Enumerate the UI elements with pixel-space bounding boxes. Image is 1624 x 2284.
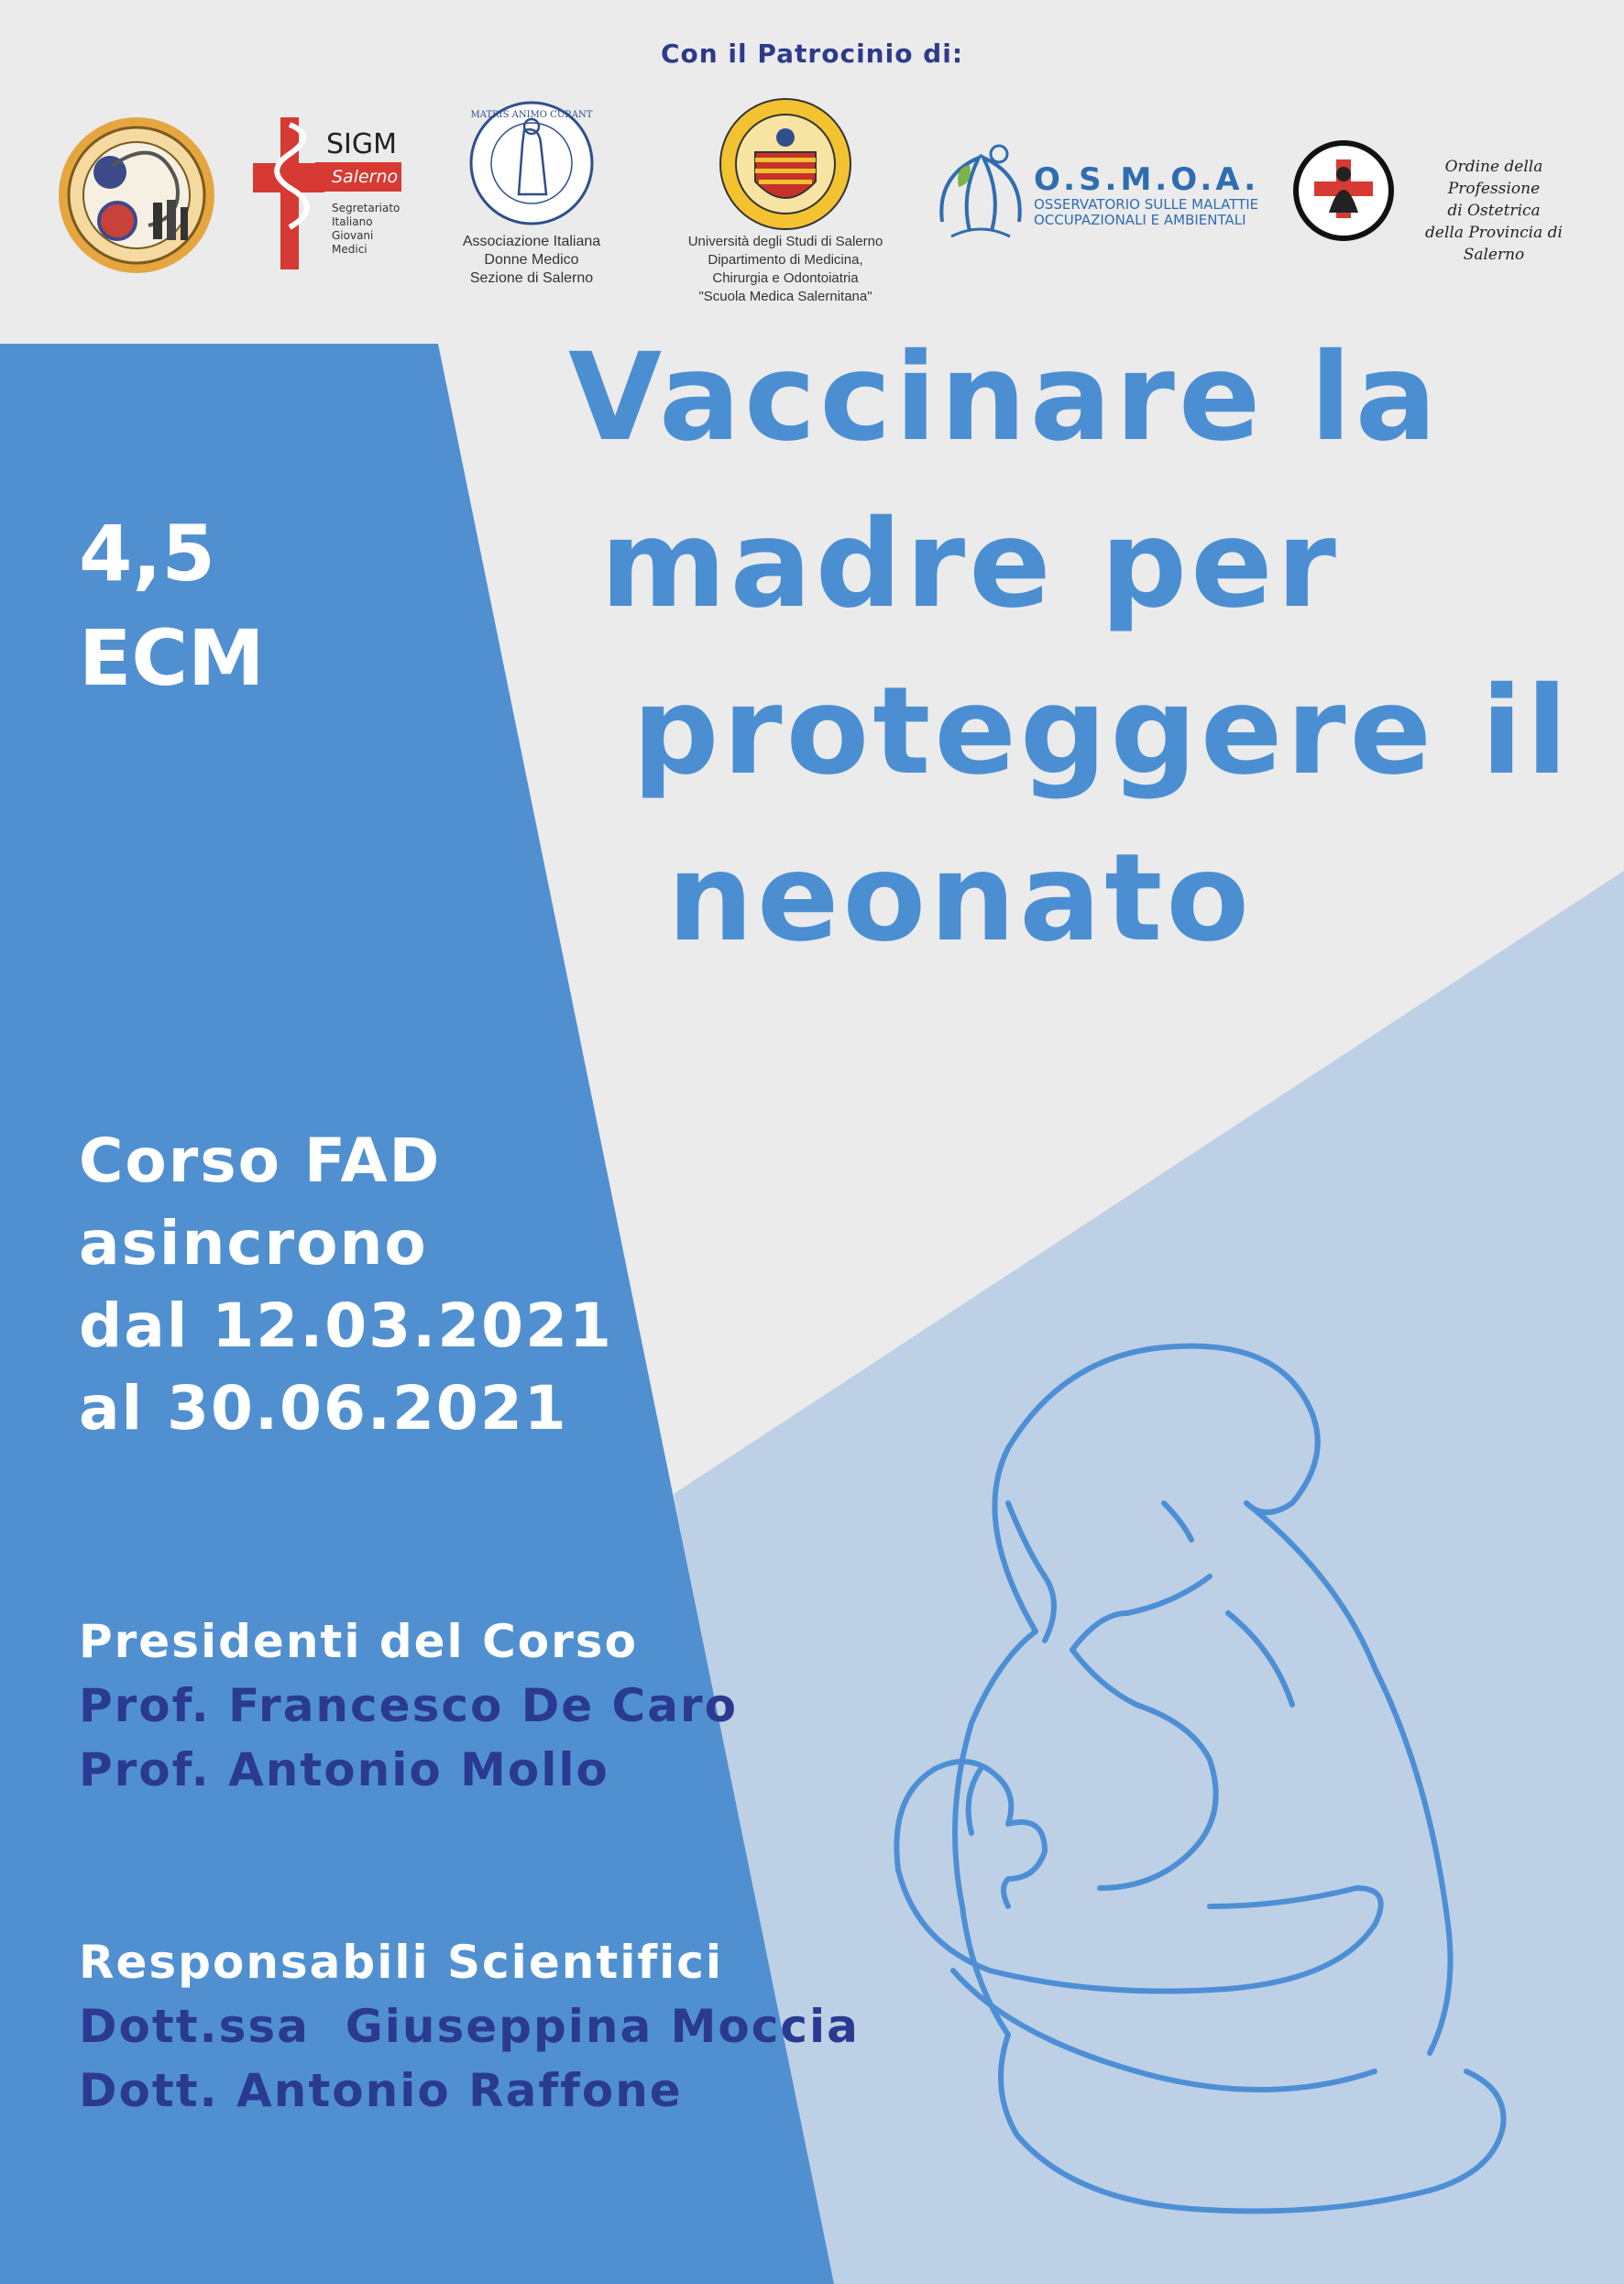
title-line-3: proteggere il bbox=[632, 661, 1572, 802]
course-line-2: asincrono bbox=[79, 1208, 428, 1279]
sigm-subtitle: Segretariato Italiano Giovani Medici bbox=[332, 202, 401, 256]
presidente-name-1: Prof. Francesco De Caro bbox=[79, 1679, 738, 1732]
sigm-abbr: SIGM bbox=[326, 128, 398, 160]
title-line-4: neonato bbox=[667, 828, 1254, 969]
patrons-header bbox=[0, 0, 1624, 344]
sigm-serpent-icon bbox=[253, 117, 324, 269]
patrocinio-label: Con il Patrocinio di: bbox=[660, 38, 964, 69]
svg-text:MATRIS ANIMO CURANT: MATRIS ANIMO CURANT bbox=[470, 110, 593, 120]
responsabile-name-2: Dott. Antonio Raffone bbox=[79, 2064, 683, 2117]
course-line-4: al 30.06.2021 bbox=[79, 1373, 568, 1444]
title-line-1: Vaccinare la bbox=[568, 327, 1441, 468]
aidm-caption: Associazione Italiana Donne Medico Sezione di Salerno bbox=[462, 234, 601, 286]
presidente-name-2: Prof. Antonio Mollo bbox=[79, 1743, 609, 1796]
course-line-3: dal 12.03.2021 bbox=[79, 1290, 613, 1361]
ordine-ostetrica-seal-icon bbox=[1292, 139, 1395, 242]
ordine-medici-seal-icon bbox=[57, 115, 216, 275]
ordine-caption: Ordine della Professione di Ostetrica della Provincia di Salerno bbox=[1425, 158, 1563, 264]
osmoa-figure-icon bbox=[933, 139, 1028, 242]
presidenti-heading: Presidenti del Corso bbox=[79, 1615, 638, 1668]
course-line-1: Corso FAD bbox=[79, 1126, 442, 1196]
responsabile-name-1: Dott.ssa Giuseppina Moccia bbox=[79, 2000, 860, 2053]
responsabili-heading: Responsabili Scientifici bbox=[79, 1936, 724, 1989]
sigm-city: Salerno bbox=[315, 162, 401, 192]
unisa-seal-icon bbox=[719, 97, 852, 231]
ecm-credits: 4,5 bbox=[79, 509, 215, 598]
unisa-caption: Università degli Studi di Salerno Dipartimento di Medicina, Chirurgia e Odontoiatria "Scuola Medica Salernitana" bbox=[687, 234, 883, 304]
aidm-seal-icon bbox=[467, 99, 596, 227]
osmoa-title: O.S.M.O.A. bbox=[1034, 161, 1260, 198]
mother-breastfeeding-illustration bbox=[861, 1338, 1595, 2236]
title-line-2: madre per bbox=[600, 494, 1340, 635]
osmoa-subtitle: OSSERVATORIO SULLE MALATTIE OCCUPAZIONALI E AMBIENTALI bbox=[1034, 196, 1259, 228]
ecm-label: ECM bbox=[79, 613, 265, 703]
